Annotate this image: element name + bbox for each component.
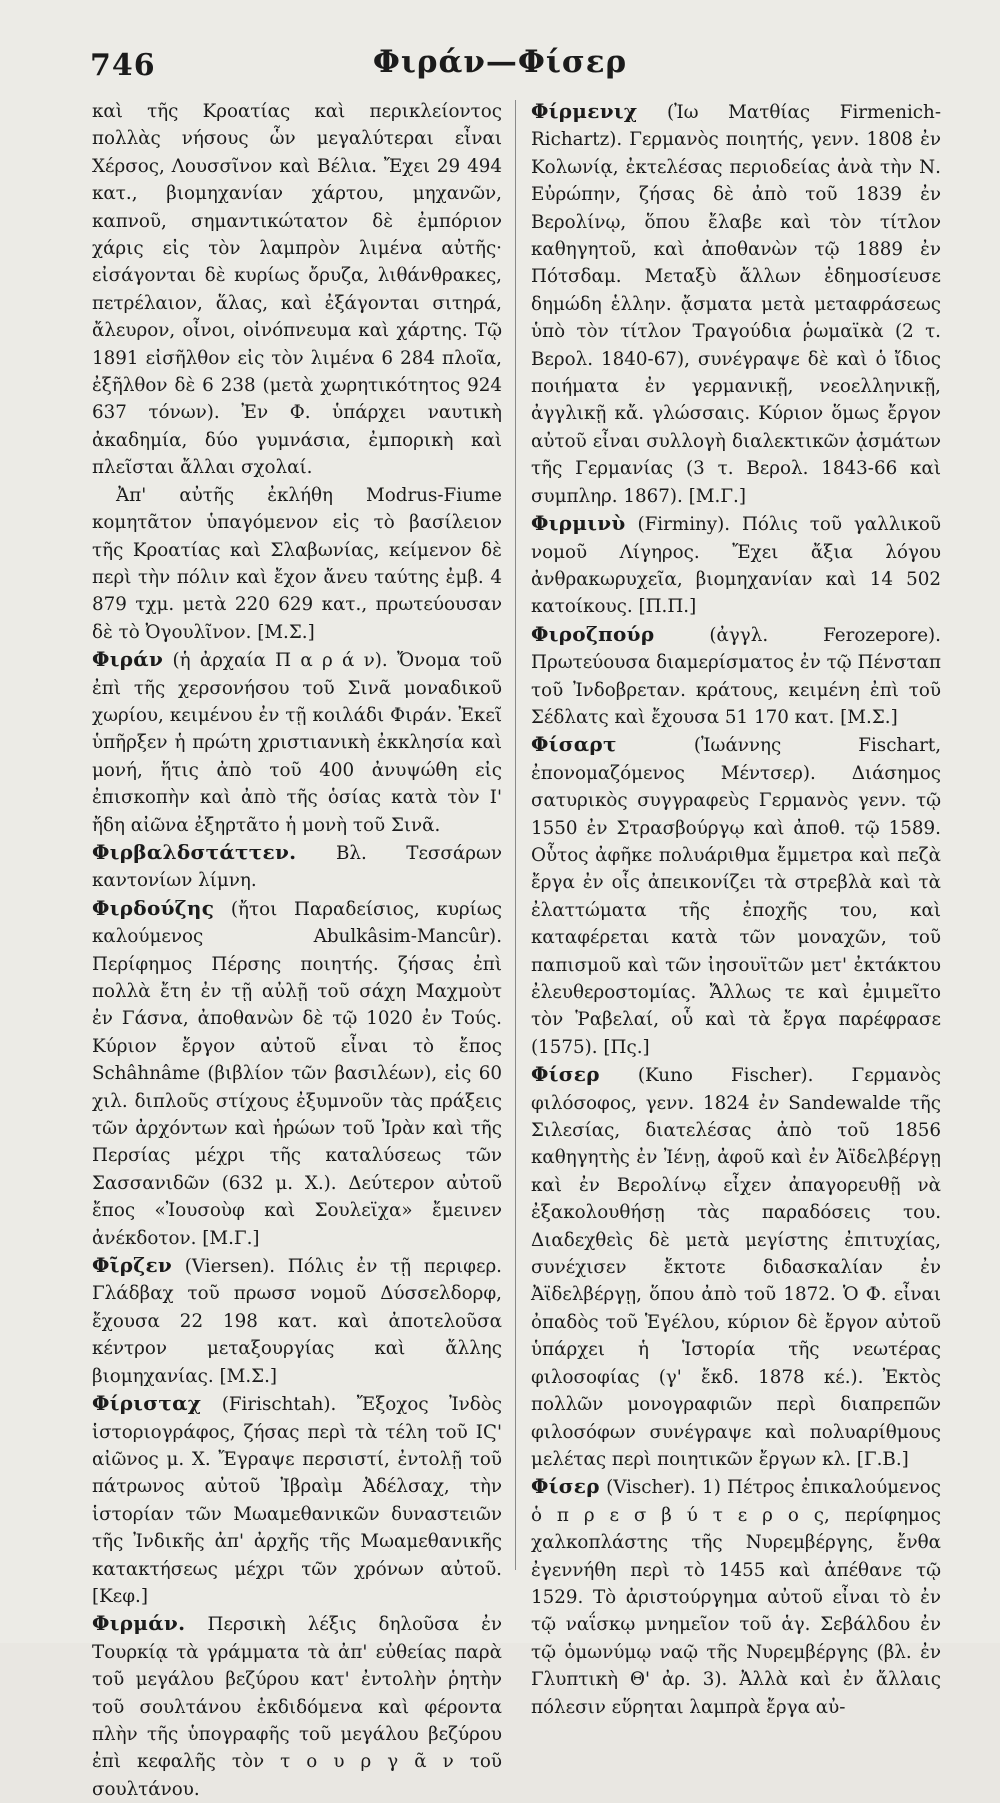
entry <box>92 98 502 482</box>
column-divider <box>515 100 516 1570</box>
entry <box>92 839 502 895</box>
entry-text: (Firminy). Πόλις τοῦ γαλλικοῦ νομοῦ Λίγηρος. Ἔχει ἄξια λόγου ἀνθρακωρυχεῖα, βιομηχανίαν καὶ 14 502 κατοίκους. [Π.Π.] <box>531 514 942 618</box>
entry-text: Βλ. Τεσσάρων καντονίων λίμνη. <box>92 842 502 892</box>
headword: Φιράν <box>92 647 164 672</box>
entry <box>92 482 502 646</box>
entry-text: (Ἰω Ματθίας Firmenich-Richartz). Γερμανὸς ποιητής, γενν. 1808 ἐν Κολωνίᾳ, ἐκτελέσας περιοδείας ἀνὰ τὴν Ν. Εὐρώπην, ζήσας δὲ ἀπὸ τοῦ 1839 ἐν Βερολίνῳ, ὅπου ἔλαβε καὶ τὸν τίτλον καθηγητοῦ, καὶ ἀποθανὼν τῷ 1889 ἐν Πότσδαμ. Μεταξὺ ἄλλων ἐδημοσίευσε δημώδη ἑλλην. ᾄσματα μετὰ μεταφράσεως ὑπὸ τὸν τίτλον Τραγούδια ῥωμαϊκὰ (2 τ. Βερολ. 1840-67), συνέγραψε δὲ καὶ ὁ ἴδιος ποιήματα ἐν γερμανικῇ, νεοελληνικῇ, ἀγγλικῇ κἄ. γλώσσαις. Κύριον ὅμως ἔργον αὐτοῦ εἶναι συλλογὴ διαλεκτικῶν ᾀσμάτων τῆς Γερμανίας (3 τ. Βερολ. 1843-66 καὶ συμπληρ. 1867). [Μ.Γ.] <box>531 102 942 507</box>
entry <box>92 1252 502 1390</box>
entry <box>92 1390 502 1610</box>
entry-text: καὶ τῆς Κροατίας καὶ περικλείοντος πολλὰς νήσους ὧν μεγαλύτεραι εἶναι Χέρσος, Λουσσῖνον καὶ Βέλια. Ἔχει 29 494 κατ., βιομηχανίαν χάρτου, μηχανῶν, καπνοῦ, σημαντικώτατον δὲ ἐμπόριον χάρις εἰς τὸν λαμπρὸν λιμένα αὐτῆς· εἰσάγονται δὲ κυρίως ὄρυζα, λιθάνθρακες, πετρέλαιον, ἅλας, καὶ ἐξάγονται σιτηρά, ἄλευρον, οἶνοι, οἰνόπνευμα καὶ χάρτης. Τῷ 1891 εἰσῆλθον εἰς τὸν λιμένα 6 284 πλοῖα, ἐξῆλθον δὲ 6 238 (μετὰ χωρητικότητος 924 637 τόνων). Ἐν Φ. ὑπάρχει ναυτικὴ ἀκαδημία, δύο γυμνάσια, ἐμπορικὴ καὶ πλεῖσται ἄλλαι σχολαί. <box>92 101 502 479</box>
entry <box>531 621 941 732</box>
right-column <box>531 98 941 1721</box>
entry <box>531 1061 941 1473</box>
headword: Φιρδούζης <box>92 895 215 920</box>
page-number: 746 <box>90 48 156 83</box>
entry-text: (ἀγγλ. Ferozepore). Πρωτεύουσα διαμερίσματος ἐν τῷ Πένσταπ τοῦ Ἰνδοβρεταν. κράτους, κειμένη ἐπὶ τοῦ Σέδλατς καὶ ἔχουσα 51 170 κατ. [Μ.Σ.] <box>531 624 941 728</box>
headword: Φιρβαλδστάττεν. <box>92 839 297 864</box>
entry <box>92 1610 502 1803</box>
entry-text: Ἀπ' αὐτῆς ἐκλήθη Modrus-Fiume κομητᾶτον ὑπαγόμενον εἰς τὸ βασίλειον τῆς Κροατίας καὶ Σλαβωνίας, κείμενον δὲ περὶ τὴν πόλιν καὶ ἔχον ἄνευ ταύτης ἐμβ. 4 879 τχμ. μετὰ 220 629 κατ., πρωτεύουσαν δὲ τὸ Ὀγουλῖνον. [Μ.Σ.] <box>92 484 502 643</box>
entry-text: (Ἰωάννης Fischart, ἐπονομαζόμενος Μέντσερ). Διάσημος σατυρικὸς συγγραφεὺς Γερμανὸς γενν. τῷ 1550 ἐν Στρασβούργῳ καὶ ἀποθ. τῷ 1589. Οὗτος ἀφῆκε πολυάριθμα ἔμμετρα καὶ πεζὰ ἔργα ἐν οἷς ἀπεικονίζει τὰ στρεβλὰ καὶ τὰ ἐλαττώματα τῆς ἐποχῆς του, καὶ καταφέρεται κατὰ τῶν μοναχῶν, τοῦ παπισμοῦ καὶ τῶν ἰησουϊτῶν μετ' ἐκτάκτου ἐλευθεροστομίας. Ἄλλως τε καὶ ἐμιμεῖτο τὸν Ῥαβελαί, οὗ καὶ τὰ ἔργα παρέφρασε (1575). [Πς.] <box>531 735 941 1058</box>
entry-text: (ἤτοι Παραδείσιος, κυρίως καλούμενος Abulkâsim-Mancûr). Περίφημος Πέρσης ποιητής. ζήσας ἐπὶ πολλὰ ἔτη ἐν τῇ αὐλῇ τοῦ σάχη Μαχμοὺτ ἐν Γάσνα, ἀποθανὼν δὲ τῷ 1020 ἐν Τούς. Κύριον ἔργον αὐτοῦ εἶναι τὸ ἔπος Schâhnâme (βιβλίον τῶν βασιλέων), εἰς 60 χιλ. διπλοῦς στίχους ἐξυμνοῦν τὰς πράξεις τῶν ἀρχόντων καὶ ἡρώων τοῦ Ἰρὰν καὶ τῆς Περσίας μέχρι τῆς καταλύσεως τῶν Σασσανιδῶν (632 μ. Χ.). Δεύτερον αὐτοῦ ἔπος «Ἰουσοὺφ καὶ Σουλεϊχα» ἔμεινεν ἀνέκδοτον. [Μ.Γ.] <box>92 898 502 1249</box>
headword: Φιρμάν. <box>92 1611 186 1636</box>
entry-text: Περσικὴ λέξις δηλοῦσα ἐν Τουρκίᾳ τὰ γράμματα τὰ ἀπ' εὐθείας παρὰ τοῦ μεγάλου βεζύρου κατ' ἐντολὴν ῥητὴν τοῦ σουλτάνου ἐκδιδόμενα καὶ φέροντα πλὴν τῆς ὑπογραφῆς τοῦ μεγάλου βεζύρου ἐπὶ κεφαλῆς τὸν τ ο υ ρ γ ᾶ ν τοῦ σουλτάνου. <box>92 1614 502 1800</box>
entry-text: (ἡ ἀρχαία Π α ρ ά ν). Ὄνομα τοῦ ἐπὶ τῆς χερσονήσου τοῦ Σινᾶ μοναδικοῦ χωρίου, κειμένου ἐν τῇ κοιλάδι Φιράν. Ἐκεῖ ὑπῆρξεν ἡ πρώτη χριστιανικὴ ἐκκλησία καὶ μονή, ἥτις ἀπὸ τοῦ 400 ἀνυψώθη εἰς ἐπισκοπὴν καὶ ἀπὸ τῆς ὁσίας κατὰ τὸν Ι' ἤδη αἰῶνα ἐξηρτᾶτο ἡ μονὴ τοῦ Σινᾶ. <box>92 650 503 836</box>
entry-text: (Firischtah). Ἔξοχος Ἰνδὸς ἱστοριογράφος, ζήσας περὶ τὰ τέλη τοῦ ΙϚ' αἰῶνος μ. Χ. Ἔγραψε περσιστί, ἐντολῇ τοῦ πάτρωνος αὐτοῦ Ἰβραὶμ Ἀδέλσαχ, τὴν ἱστορίαν τῶν Μωαμεθανικῶν δυναστειῶν τῆς Ἰνδικῆς ἀπ' ἀρχῆς τῆς Μωαμεθανικῆς κατακτήσεως μέχρι τῶν χρόνων αὐτοῦ. [Κεφ.] <box>92 1394 502 1607</box>
entry-text: (Vischer). 1) Πέτρος ἐπικαλούμενος ὁ π ρ ε σ β ύ τ ε ρ ο ς, περίφημος χαλκοπλάστης τῆς Νυρεμβέργης, ἔνθα ἐγεννήθη περὶ τὸ 1455 καὶ ἀπέθανε τῷ 1529. Τὸ ἀριστούργημα αὐτοῦ εἶναι τὸ ἐν τῷ ναΐσκῳ μνημεῖον τοῦ ἁγ. Σεβάλδου ἐν τῷ ὁμωνύμῳ ναῷ τῆς Νυρεμβέργης (βλ. ἐν Γλυπτικὴ Θ' ἀρ. 3). Ἀλλὰ καὶ ἐν ἄλλαις πόλεσιν εὕρηται λαμπρὰ ἔργα αὐ- <box>531 1477 942 1718</box>
entry-text: (Viersen). Πόλις ἐν τῇ περιφερ. Γλάδβαχ τοῦ πρωσσ νομοῦ Δύσσελδορφ, ἔχουσα 22 198 κατ. καὶ ἀποτελοῦσα κέντρον μεταξουργίας καὶ ἄλλης βιομηχανίας. [Μ.Σ.] <box>92 1256 502 1387</box>
entry <box>531 1473 941 1721</box>
headword: Φίσαρτ <box>531 732 617 757</box>
headword: Φιρμινὺ <box>531 511 626 536</box>
headword: Φίσερ <box>531 1062 600 1087</box>
entry <box>531 510 941 621</box>
entry-text: (Kuno Fischer). Γερμανὸς φιλόσοφος, γενν. 1824 ἐν Sandewalde τῆς Σιλεσίας, διατελέσας ἀπὸ τοῦ 1856 καθηγητὴς ἐν Ἰένῃ, ἀφοῦ καὶ ἐν Ἀϊδελβέργῃ καὶ ἐν Βερολίνῳ εἶχεν ἀπαγορευθῇ νὰ ἐξακολουθήσῃ τὰς παραδόσεις του. Διαδεχθεὶς δὲ μετὰ μεγίστης ἐπιτυχίας, συνέχισεν ἔκτοτε διδασκαλίαν ἐν Ἀϊδελβέργῃ, ὅπου ἀπὸ τοῦ 1872. Ὁ Φ. εἶναι ὀπαδὸς τοῦ Ἑγέλου, κύριον δὲ ἔργον αὐτοῦ ὑπάρχει ἡ Ἱστορία τῆς νεωτέρας φιλοσοφίας (γ' ἔκδ. 1878 κέ.). Ἐκτὸς πολλῶν μονογραφιῶν περὶ διαπρεπῶν φιλοσόφων συνέγραψε καὶ πολυαρίθμους μελέτας περὶ ποιητικῶν ἔργων κλ. [Γ.Β.] <box>531 1065 941 1470</box>
entry <box>92 646 502 839</box>
headword: Φίρισταχ <box>92 1391 202 1416</box>
headword: Φιροζπούρ <box>531 621 655 646</box>
entry <box>531 98 941 510</box>
running-head: Φιράν—Φίσερ <box>372 44 628 80</box>
headword: Φίσερ <box>531 1474 600 1499</box>
headword: Φίρμενιχ <box>531 99 638 123</box>
headword: Φῖρζεν <box>92 1253 173 1278</box>
entry <box>531 731 941 1061</box>
left-column <box>92 98 502 1803</box>
entry <box>92 895 502 1252</box>
